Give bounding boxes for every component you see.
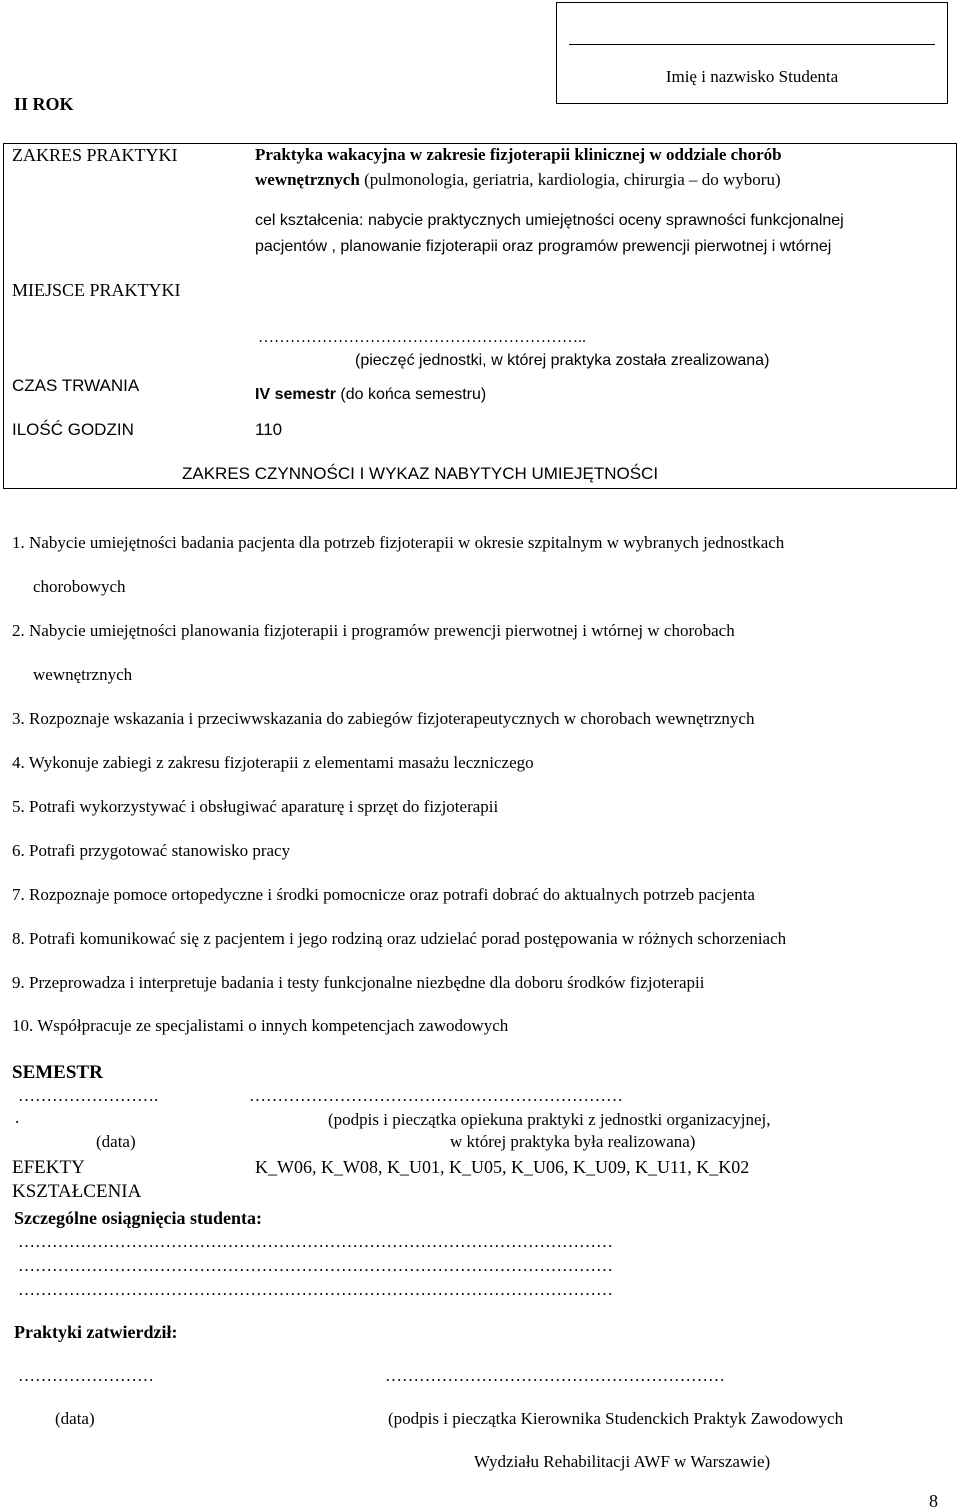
supervisor-signature-caption-line1: (podpis i pieczątka opiekuna praktyki z jednostki organizacyjnej,	[328, 1110, 771, 1129]
semester-date-caption: (data)	[96, 1132, 136, 1151]
semester-date-dot: .	[15, 1108, 20, 1127]
effects-label-line1: EFEKTY	[12, 1157, 85, 1178]
approval-signature-dots[interactable]: ……………………………………………………	[385, 1366, 725, 1385]
skill-item-1: 1. Nabycie umiejętności badania pacjenta dla potrzeb fizjoterapii w okresie szpitalnym w wybranych jednostkach	[12, 533, 785, 552]
achievements-line-2[interactable]: ……………………………………………………………………………………………	[18, 1256, 613, 1275]
skill-item-9: 9. Przeprowadza i interpretuje badania i testy funkcjonalne niezbędne dla doboru środków fizjoterapii	[12, 973, 705, 992]
hours-label: ILOŚĆ GODZIN	[12, 420, 134, 439]
approval-signature-caption-line2: Wydziału Rehabilitacji AWF w Warszawie)	[474, 1452, 771, 1471]
place-label: MIEJSCE PRAKTYKI	[12, 280, 181, 300]
student-name-line[interactable]	[569, 44, 935, 45]
skill-item-4: 4. Wykonuje zabiegi z zakresu fizjoterapii z elementami masażu leczniczego	[12, 753, 534, 772]
duration-value-bold: IV semestr	[255, 386, 336, 403]
semester-date-dots[interactable]: …………………….	[18, 1086, 159, 1105]
approval-date-caption: (data)	[55, 1409, 95, 1428]
effects-label-line2: KSZTAŁCENIA	[12, 1181, 142, 1202]
skill-item-1-cont: chorobowych	[33, 577, 126, 596]
goal-line2: pacjentów , planowanie fizjoterapii oraz programów prewencji pierwotnej i wtórnej	[255, 238, 832, 255]
skill-item-2: 2. Nabycie umiejętności planowania fizjoterapii i programów prewencji pierwotnej i wtórnej w chorobach	[12, 621, 735, 640]
activities-heading: ZAKRES CZYNNOŚCI I WYKAZ NABYTYCH UMIEJĘTNOŚCI	[182, 464, 659, 483]
skill-item-3: 3. Rozpoznaje wskazania i przeciwwskazania do zabiegów fizjoterapeutycznych w chorobach wewnętrznych	[12, 709, 755, 728]
semester-label: SEMESTR	[12, 1062, 103, 1083]
skill-item-10: 10. Współpracuje ze specjalistami o innych kompetencjach zawodowych	[12, 1016, 509, 1035]
approval-date-dots[interactable]: ……………………	[18, 1366, 154, 1385]
goal-line1: cel kształcenia: nabycie praktycznych umiejętności oceny sprawności funkcjonalnej	[255, 212, 844, 229]
approval-signature-caption-line1: (podpis i pieczątka Kierownika Studenckich Praktyk Zawodowych	[388, 1409, 844, 1428]
supervisor-signature-dots[interactable]: …………………………………………………………	[249, 1086, 623, 1105]
year-label: II ROK	[14, 94, 74, 114]
scope-title-line1: Praktyka wakacyjna w zakresie fizjoterapii klinicznej w oddziale chorób	[255, 145, 782, 164]
scope-title-bold: wewnętrznych	[255, 170, 360, 189]
skill-item-7: 7. Rozpoznaje pomoce ortopedyczne i środki pomocnicze oraz potrafi dobrać do aktualnych potrzeb pacjenta	[12, 885, 755, 904]
stamp-dots[interactable]: ……………………………………………………..	[258, 329, 586, 346]
skill-item-8: 8. Potrafi komunikować się z pacjentem i jego rodziną oraz udzielać porad postępowania w różnych schorzeniach	[12, 929, 787, 948]
stamp-caption: (pieczęć jednostki, w której praktyka została zrealizowana)	[355, 352, 770, 369]
page-number: 8	[929, 1491, 938, 1511]
skill-item-2-cont: wewnętrznych	[33, 665, 133, 684]
scope-title-rest: (pulmonologia, geriatria, kardiologia, chirurgia – do wyboru)	[359, 170, 781, 189]
achievements-label: Szczególne osiągnięcia studenta:	[14, 1208, 262, 1228]
student-name-box	[556, 2, 948, 104]
approval-label: Praktyki zatwierdził:	[14, 1322, 178, 1342]
skill-item-5: 5. Potrafi wykorzystywać i obsługiwać aparaturę i sprzęt do fizjoterapii	[12, 797, 499, 816]
effects-codes: K_W06, K_W08, K_U01, K_U05, K_U06, K_U09, K_U11, K_K02	[255, 1157, 750, 1177]
hours-value: 110	[255, 420, 283, 439]
duration-value-rest: (do końca semestru)	[335, 386, 487, 403]
scope-label: ZAKRES PRAKTYKI	[12, 145, 178, 165]
duration-label: CZAS TRWANIA	[12, 376, 140, 395]
scope-title-line2	[255, 170, 781, 190]
duration-value	[255, 386, 486, 404]
skill-item-6: 6. Potrafi przygotować stanowisko pracy	[12, 841, 291, 860]
info-frame	[3, 143, 957, 489]
achievements-line-3[interactable]: ……………………………………………………………………………………………	[18, 1280, 613, 1299]
supervisor-signature-caption-line2: w której praktyka była realizowana)	[450, 1132, 696, 1151]
student-name-label: Imię i nazwisko Studenta	[665, 67, 839, 86]
achievements-line-1[interactable]: ……………………………………………………………………………………………	[18, 1232, 613, 1251]
